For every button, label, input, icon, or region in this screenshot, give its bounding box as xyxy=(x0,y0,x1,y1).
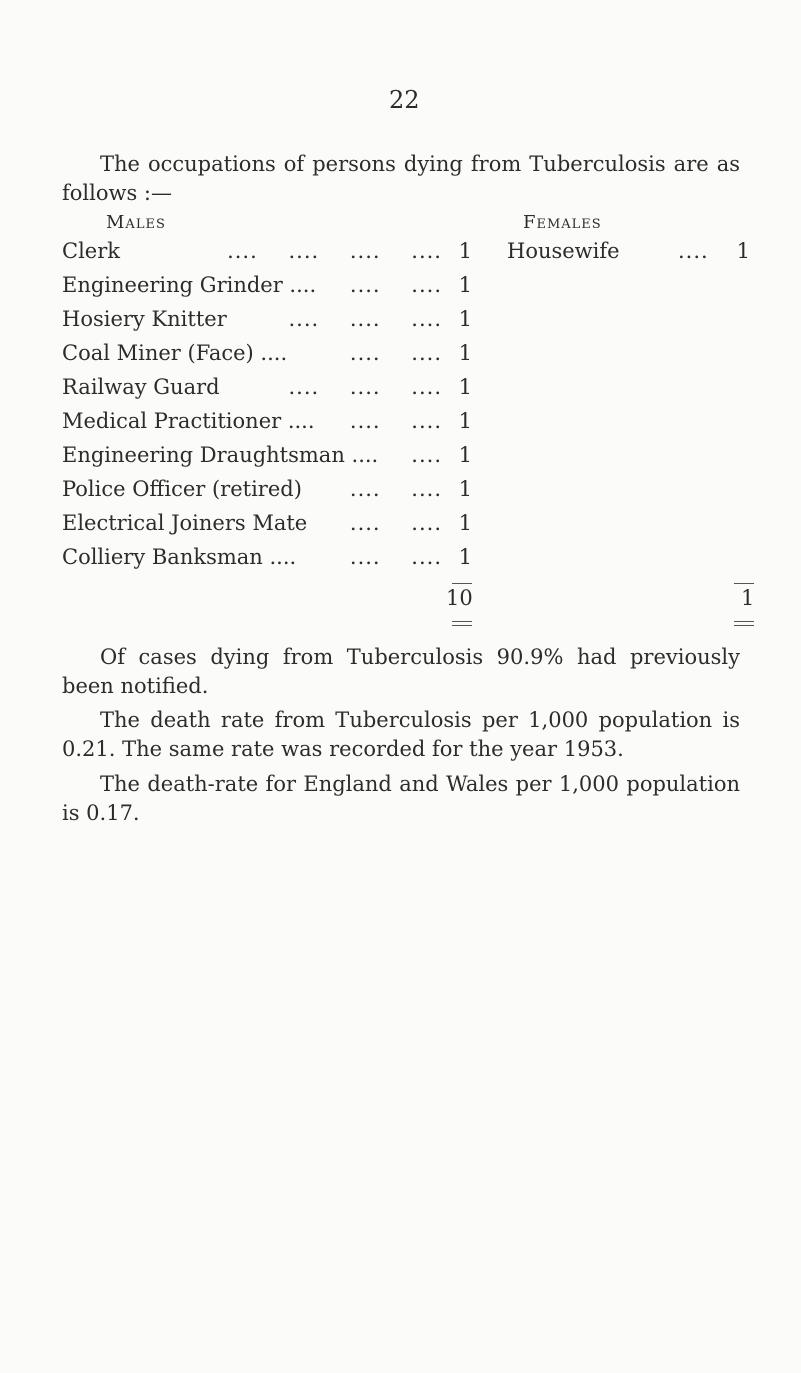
male-count: 1 xyxy=(458,545,472,569)
male-occupation: Engineering Draughtsman .... xyxy=(62,443,379,467)
male-leaders: .... .... xyxy=(349,477,442,501)
male-leaders: .... xyxy=(411,443,442,467)
male-count: 1 xyxy=(458,341,472,365)
male-occupation: Railway Guard xyxy=(62,375,220,399)
male-leaders: .... .... xyxy=(349,273,442,297)
males-total-rule-bottom-2 xyxy=(452,625,472,626)
male-occupation: Medical Practitioner .... xyxy=(62,409,315,433)
death-rate-paragraph: The death rate from Tuberculosis per 1,000 population is 0.21. The same rate was recorded for the year 1953. xyxy=(62,708,740,761)
male-row xyxy=(62,409,472,443)
male-count: 1 xyxy=(458,239,472,263)
male-row xyxy=(62,511,472,545)
england-wales-paragraph: The death-rate for England and Wales per 1,000 population is 0.17. xyxy=(62,772,740,825)
females-total-rule-top xyxy=(734,583,754,584)
males-heading: Males xyxy=(106,212,166,233)
male-occupation: Clerk xyxy=(62,239,120,263)
page-number: 22 xyxy=(389,86,420,114)
male-row xyxy=(62,443,472,477)
male-count: 1 xyxy=(458,511,472,535)
male-count: 1 xyxy=(458,409,472,433)
male-leaders: .... .... .... .... xyxy=(227,239,442,263)
female-occupation: Housewife xyxy=(507,239,620,263)
male-leaders: .... .... .... xyxy=(288,307,442,331)
males-total: 10 xyxy=(446,586,473,610)
male-occupation: Colliery Banksman .... xyxy=(62,545,297,569)
male-occupation: Electrical Joiners Mate xyxy=(62,511,308,535)
male-row xyxy=(62,545,472,579)
male-row xyxy=(62,375,472,409)
males-total-rule-top xyxy=(452,583,472,584)
male-occupation: Hosiery Knitter xyxy=(62,307,227,331)
male-row xyxy=(62,273,472,307)
intro-paragraph: The occupations of persons dying from Tuberculosis are as follows :— xyxy=(62,152,740,205)
male-row xyxy=(62,341,472,375)
female-leaders: .... xyxy=(678,239,709,263)
male-occupation: Engineering Grinder .... xyxy=(62,273,317,297)
male-count: 1 xyxy=(458,375,472,399)
notified-paragraph: Of cases dying from Tuberculosis 90.9% had previously been notified. xyxy=(62,645,740,698)
male-row xyxy=(62,239,472,273)
male-count: 1 xyxy=(458,273,472,297)
females-total: 1 xyxy=(741,586,755,610)
male-count: 1 xyxy=(458,477,472,501)
male-leaders: .... .... xyxy=(349,409,442,433)
females-total-rule-bottom-1 xyxy=(734,621,754,622)
females-total-rule-bottom-2 xyxy=(734,625,754,626)
female-count: 1 xyxy=(736,239,750,263)
male-occupation: Coal Miner (Face) .... xyxy=(62,341,288,365)
males-total-rule-bottom-1 xyxy=(452,621,472,622)
male-row xyxy=(62,307,472,341)
male-occupation: Police Officer (retired) xyxy=(62,477,302,501)
male-count: 1 xyxy=(458,307,472,331)
male-row xyxy=(62,477,472,511)
females-heading: Females xyxy=(523,212,602,233)
male-count: 1 xyxy=(458,443,472,467)
male-leaders: .... .... xyxy=(349,341,442,365)
male-leaders: .... .... xyxy=(349,511,442,535)
male-leaders: .... .... xyxy=(349,545,442,569)
male-leaders: .... .... .... xyxy=(288,375,442,399)
